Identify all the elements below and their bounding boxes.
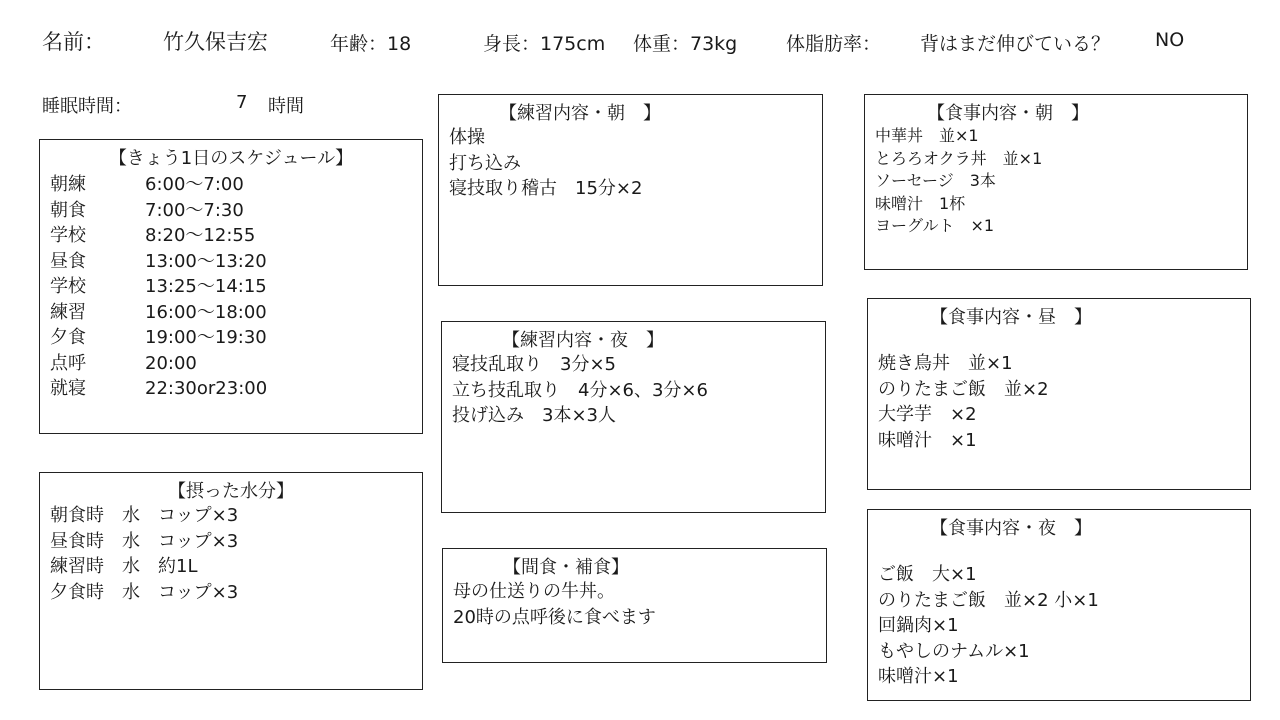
schedule-label: 朝食	[50, 199, 86, 221]
practice-morning-line: 打ち込み	[449, 152, 521, 174]
meal-morning-line: ソーセージ 3本	[875, 171, 996, 190]
schedule-row	[50, 249, 412, 275]
name-value: 竹久保吉宏	[163, 30, 268, 54]
meal-night-line: のりたまご飯 並×2 小×1	[878, 589, 1099, 611]
meal-night-line: ご飯 大×1	[878, 564, 977, 585]
schedule-label: 夕食	[50, 327, 86, 348]
schedule-row	[50, 300, 412, 326]
schedule-box	[39, 139, 423, 434]
still-growing-question: 背はまだ伸びている？	[920, 33, 1111, 55]
schedule-row	[50, 376, 412, 402]
practice-morning-line: 寝技取り稽古 15分×2	[449, 178, 643, 199]
meal-night-line: 味噌汁×1	[878, 666, 959, 687]
meal-noon-line: のりたまご飯 並×2	[878, 378, 1049, 400]
meal-noon-line	[878, 329, 1240, 351]
snack-line: 20時の点呼後に食べます	[453, 606, 656, 628]
meal-night-line: もやしのナムル×1	[878, 640, 1030, 662]
snack-title: 【間食・補食】	[503, 557, 629, 578]
practice-morning-title: 【練習内容・朝 】	[499, 103, 661, 124]
practice-evening-line: 投げ込み 3本×3人	[452, 405, 616, 426]
schedule-label: 就寝	[50, 378, 86, 399]
sleep-unit: 時間	[268, 96, 304, 117]
schedule-time: 16:00～18:00	[145, 301, 267, 323]
age: 年齢：18	[330, 33, 412, 55]
meal-night-line	[878, 540, 1240, 562]
schedule-row	[50, 274, 412, 300]
schedule-time: 22:30or23:00	[145, 378, 268, 399]
practice-morning-line: 体操	[449, 127, 485, 148]
practice-morning-box	[438, 94, 823, 286]
water-line: 練習時 水 約1L	[50, 556, 198, 577]
practice-evening-title: 【練習内容・夜 】	[502, 330, 664, 351]
schedule-row	[50, 325, 412, 351]
meal-morning-box	[864, 94, 1248, 270]
meal-night-line: 回鍋肉×1	[878, 615, 959, 636]
schedule-list	[50, 172, 412, 402]
practice-evening-line: 立ち技乱取り 4分×6、3分×6	[452, 379, 708, 401]
height: 身長：175cm	[483, 33, 606, 55]
meal-morning-line: とろろオクラ丼 並×1	[875, 148, 1043, 168]
snack-box	[442, 548, 827, 663]
schedule-time: 6:00～7:00	[145, 174, 244, 195]
water-box	[39, 472, 423, 690]
schedule-time: 19:00～19:30	[145, 327, 267, 348]
schedule-row	[50, 223, 412, 249]
name-label: 名前：	[42, 30, 105, 54]
meal-morning-line: 中華丼 並×1	[875, 126, 979, 145]
meal-morning-line: ヨーグルト ×1	[875, 216, 995, 235]
schedule-label: 点呼	[50, 352, 86, 374]
water-line: 昼食時 水 コップ×3	[50, 530, 239, 552]
water-line: 朝食時 水 コップ×3	[50, 505, 239, 526]
schedule-row	[50, 198, 412, 224]
meal-night-title: 【食事内容・夜 】	[930, 518, 1092, 539]
schedule-time: 8:20～12:55	[145, 225, 256, 246]
body-fat-label: 体脂肪率：	[786, 33, 882, 55]
schedule-label: 練習	[50, 301, 86, 323]
schedule-title: 【きょう1日のスケジュール】	[108, 148, 354, 169]
practice-evening-line: 寝技乱取り 3分×5	[452, 354, 616, 375]
water-title: 【摂った水分】	[168, 481, 294, 502]
meal-night-box	[867, 509, 1251, 701]
sleep-label: 睡眠時間：	[42, 96, 132, 117]
schedule-time: 13:25～14:15	[145, 276, 267, 297]
schedule-time: 7:00～7:30	[145, 199, 244, 221]
schedule-time: 20:00	[145, 352, 197, 374]
still-growing-answer: NO	[1155, 29, 1185, 51]
sleep-hours: 7	[236, 92, 248, 113]
meal-morning-title: 【食事内容・朝 】	[927, 103, 1089, 124]
schedule-label: 昼食	[50, 250, 86, 272]
snack-line: 母の仕送りの牛丼。	[453, 581, 615, 602]
schedule-label: 学校	[50, 225, 86, 246]
meal-noon-box	[867, 298, 1251, 490]
schedule-time: 13:00～13:20	[145, 250, 267, 272]
meal-noon-line: 焼き鳥丼 並×1	[878, 353, 1013, 374]
weight: 体重：73kg	[633, 33, 738, 55]
meal-noon-line: 大学芋 ×2	[878, 404, 977, 425]
schedule-label: 朝練	[50, 174, 86, 195]
schedule-row	[50, 172, 412, 198]
schedule-label: 学校	[50, 276, 86, 297]
meal-noon-title: 【食事内容・昼 】	[930, 307, 1092, 328]
water-line: 夕食時 水 コップ×3	[50, 581, 239, 603]
schedule-row	[50, 351, 412, 377]
meal-morning-line: 味噌汁 1杯	[875, 193, 966, 213]
meal-noon-line: 味噌汁 ×1	[878, 429, 977, 451]
practice-evening-box	[441, 321, 826, 513]
